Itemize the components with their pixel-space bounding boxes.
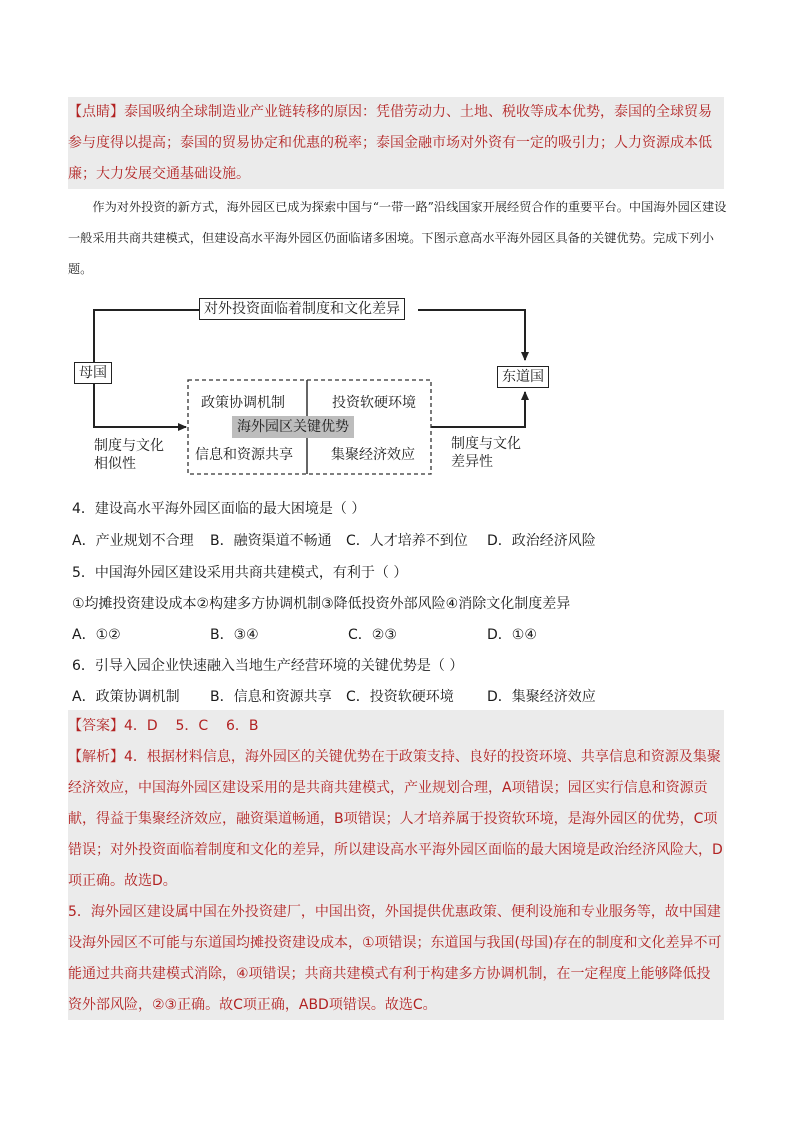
q5-items: ①均摊投资建设成本②构建多方协调机制③降低投资外部风险④消除文化制度差异 bbox=[72, 596, 571, 612]
dianjing-tag: 【点睛】 bbox=[68, 104, 124, 120]
q6-stem: 6．引导入园企业快速融入当地生产经营环境的关键优势是（ ） bbox=[72, 658, 464, 674]
q6-option-d: D．集聚经济效应 bbox=[487, 689, 596, 705]
analysis-q4-text: 4．根据材料信息，海外园区的关键优势在于政策支持、良好的投资环境、共享信息和资源及集聚经济效应，中国海外园区建设采用的是共商共建模式，产业规划合理，A项错误；园区实行信息和资源贡献，得益于集聚经济效应，融资渠道畅通，B项错误；人才培养属于投资软环境，是海外园区的优势，C项错误；对外投资面临着制度和文化的差异，所以建设高水平海外园区面临的最大困境是政治经济风险大，D项正确。故选D。 bbox=[68, 749, 723, 889]
diagram-left-note-2: 相似性 bbox=[94, 456, 136, 472]
diagram-host-country: 东道国 bbox=[497, 366, 549, 388]
material-intro bbox=[68, 192, 728, 285]
analysis-q5 bbox=[68, 897, 724, 1021]
dianjing-block bbox=[68, 97, 724, 189]
q5-option-c: C．②③ bbox=[348, 627, 397, 643]
answer-tag: 【答案】 bbox=[68, 718, 124, 734]
diagram-quadrant-policy: 政策协调机制 bbox=[201, 395, 285, 411]
dianjing-text: 泰国吸纳全球制造业产业链转移的原因：凭借劳动力、土地、税收等成本优势，泰国的全球贸易参与度得以提高；泰国的贸易协定和优惠的税率；泰国金融市场对外资有一定的吸引力；人力资源成本低廉；大力发展交通基础设施。 bbox=[68, 104, 712, 182]
diagram-quadrant-sharing: 信息和资源共享 bbox=[195, 447, 293, 463]
material-intro-text: 作为对外投资的新方式，海外园区已成为探索中国与“一带一路”沿线国家开展经贸合作的重要平台。中国海外园区建设一般采用共商共建模式，但建设高水平海外园区仍面临诸多困境。下图示意高水平海外园区具备的关键优势。完成下列小题。 bbox=[68, 200, 727, 276]
diagram-center-label: 海外园区关键优势 bbox=[232, 416, 354, 438]
diagram-right-note-1: 制度与文化 bbox=[451, 436, 521, 452]
q4-option-b: B．融资渠道不畅通 bbox=[210, 533, 332, 549]
q5-stem: 5．中国海外园区建设采用共商共建模式，有利于（ ） bbox=[72, 565, 408, 581]
q5-option-d: D．①④ bbox=[487, 627, 537, 643]
q6-option-b: B．信息和资源共享 bbox=[210, 689, 332, 705]
q6-option-c: C．投资软硬环境 bbox=[346, 689, 454, 705]
q4-option-a: A．产业规划不合理 bbox=[72, 533, 194, 549]
analysis-q4 bbox=[68, 742, 724, 897]
diagram-quadrant-environment: 投资软硬环境 bbox=[332, 395, 416, 411]
diagram-right-note-2: 差异性 bbox=[451, 454, 493, 470]
answer-analysis-block bbox=[68, 710, 724, 1020]
analysis-q5-text: 5．海外园区建设属中国在外投资建厂，中国出资，外国提供优惠政策、便利设施和专业服务等，故中国建设海外园区不可能与东道国均摊投资建设成本，①项错误；东道国与我国(母国)存在的制度和文化差异不可能通过共商共建模式消除，④项错误；共商共建模式有利于构建多方协调机制，在一定程度上能够降低投资外部风险，②③正确。故C项正确，ABD项错误。故选C。 bbox=[68, 904, 722, 1013]
diagram-quadrant-agglomeration: 集聚经济效应 bbox=[331, 447, 415, 463]
analysis-tag: 【解析】 bbox=[68, 749, 124, 765]
answer-text: 4．D 5．C 6．B bbox=[124, 718, 259, 734]
q4-option-c: C．人才培养不到位 bbox=[346, 533, 468, 549]
q4-stem: 4．建设高水平海外园区面临的最大困境是（ ） bbox=[72, 501, 366, 517]
q5-option-a: A．①② bbox=[72, 627, 121, 643]
diagram-home-country: 母国 bbox=[74, 362, 112, 384]
answer-line bbox=[68, 711, 724, 742]
diagram-left-note-1: 制度与文化 bbox=[94, 438, 164, 454]
q4-option-d: D．政治经济风险 bbox=[487, 533, 596, 549]
q6-option-a: A．政策协调机制 bbox=[72, 689, 180, 705]
q5-option-b: B．③④ bbox=[210, 627, 259, 643]
diagram-top-label: 对外投资面临着制度和文化差异 bbox=[199, 298, 405, 320]
